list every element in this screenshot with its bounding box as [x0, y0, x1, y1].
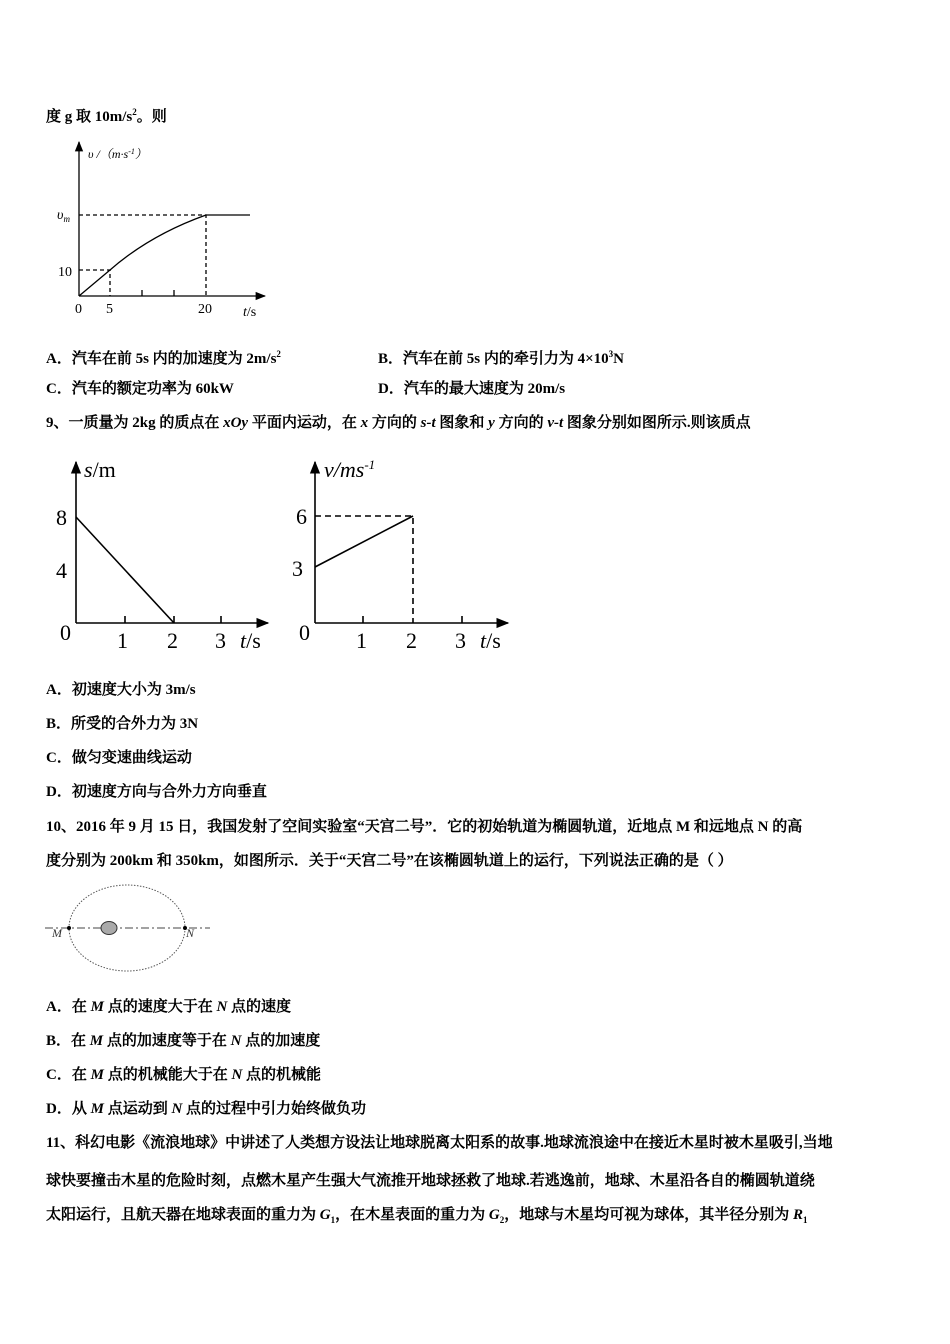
svg-text:1: 1	[356, 628, 367, 653]
q9-option-a: A．初速度大小为 3m/s	[46, 682, 196, 698]
velocity-curve	[79, 215, 250, 296]
svg-text:0: 0	[299, 620, 310, 645]
svg-text:3: 3	[292, 556, 303, 581]
svg-text:0: 0	[60, 620, 71, 645]
orbit-diagram	[45, 885, 210, 971]
q10-option-d: D．从 M 点运动到 N 点的过程中引力始终做负功	[46, 1101, 367, 1117]
q8-option-c: C．汽车的额定功率为 60kW	[46, 381, 234, 397]
svg-text:6: 6	[296, 504, 307, 529]
svg-text:1: 1	[117, 628, 128, 653]
guide-lines	[79, 215, 206, 296]
q9-stem: 9、一质量为 2kg 的质点在 xOy 平面内运动，在 x 方向的 s-t 图象和 y 方向的 v-t 图象分别如图所示.则该质点	[46, 415, 751, 431]
svg-text:v/ms-1: $v/ms^{-1}$	[324, 457, 376, 482]
q10-option-b: B．在 M 点的加速度等于在 N 点的加速度	[46, 1033, 321, 1049]
svg-text:8: 8	[56, 505, 67, 530]
x-axis-label: t/s	[243, 305, 257, 320]
q11-line-2: 球快要撞击木星的危险时刻，点燃木星产生强大气流推开地球拯救了地球.若逃逸前，地球、木星沿各自的椭圆轨道绕	[46, 1173, 815, 1189]
q10-option-a: A．在 M 点的速度大于在 N 点的速度	[46, 999, 292, 1015]
q10-stem-1: 10、2016 年 9 月 15 日，我国发射了空间实验室“天宫二号”．它的初始轨道为椭圆轨道，近地点 M 和远地点 N 的高	[46, 819, 803, 835]
svg-text:2: 2	[167, 628, 178, 653]
svg-text:2: 2	[406, 628, 417, 653]
q8-option-d: D．汽车的最大速度为 20m/s	[378, 381, 566, 397]
svg-text:s/m: s/m	[84, 457, 116, 482]
tick-label: 0	[75, 302, 82, 317]
tick-label: 5	[106, 302, 113, 317]
svg-text:t/s: t/s	[480, 628, 501, 653]
tick-label: 20	[198, 302, 212, 317]
st-line	[76, 517, 174, 623]
st-graph	[76, 462, 268, 623]
svg-text:t/s: t/s	[240, 628, 261, 653]
vt-graph-q8	[79, 142, 265, 296]
svg-text:4: 4	[56, 558, 67, 583]
vm-label: $\upsilon_m$	[57, 208, 70, 224]
vt-line	[315, 516, 413, 567]
q9-option-c: C．做匀变速曲线运动	[46, 750, 192, 766]
q8-option-b: B．汽车在前 5s 内的牵引力为 $4\times 10^3N$	[378, 349, 624, 367]
q11-line-3: 太阳运行，且航天器在地球表面的重力为 $G_1$，在木星表面的重力为 $G_2$，地球与木星均可视为球体，其半径分别为 $R_1$	[46, 1207, 808, 1225]
q10-option-c: C．在 M 点的机械能大于在 N 点的机械能	[46, 1067, 322, 1083]
q9-option-b: B．所受的合外力为 3N	[46, 716, 199, 732]
q11-line-1: 11、科幻电影《流浪地球》中讲述了人类想方设法让地球脱离太阳系的故事.地球流浪途中在接近木星时被木星吸引,当地	[46, 1135, 833, 1151]
svg-text:3: 3	[455, 628, 466, 653]
q8-option-a: A．汽车在前 5s 内的加速度为 $2m/s^2$	[46, 349, 281, 367]
q10-stem-2: 度分别为 200km 和 350km，如图所示．关于“天宫二号”在该椭圆轨道上的运行，下列说法正确的是（ ）	[46, 853, 733, 869]
q8-intro: 度 g 取 $10m/s^2$。则	[46, 107, 167, 125]
svg-text:N: N	[186, 926, 195, 940]
svg-text:3: 3	[215, 628, 226, 653]
q9-option-d: D．初速度方向与合外力方向垂直	[46, 784, 267, 800]
svg-text:M: M	[52, 926, 62, 940]
vt-graph-q9	[315, 462, 508, 623]
tick-label: 10	[58, 265, 72, 280]
ticks	[142, 290, 174, 296]
earth	[101, 922, 117, 935]
y-axis-label: υ $/(m\cdot s^{-1})$	[88, 147, 147, 161]
